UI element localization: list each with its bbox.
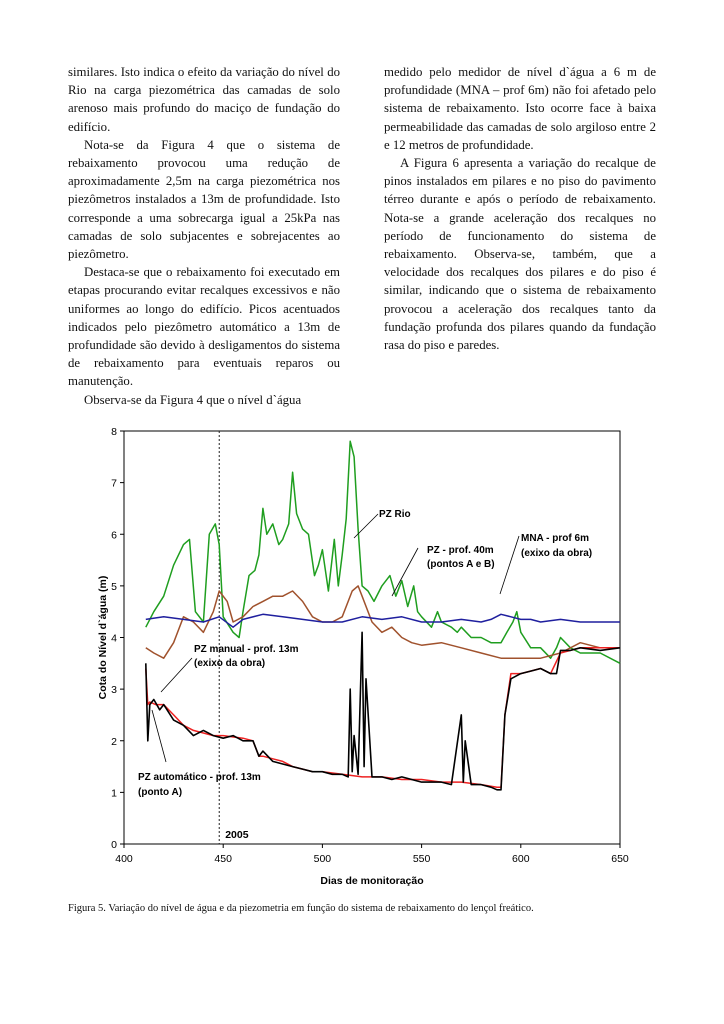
paragraph: Nota-se da Figura 4 que o sistema de rebaixamento provocou uma redução de aproximadamente 2,5m na carga piezométrica nos piezômetros instalados a 13m de profundidade. Isto corresponde a uma sobrecarga igual a 25kPa nas camadas de solo subjacentes e sobrejacentes ao piezômetro.: [68, 137, 340, 262]
annotation-label: PZ manual - prof. 13m: [194, 644, 299, 655]
y-tick-label: 7: [111, 477, 117, 490]
paragraph: Observa-se da Figura 4 que o nível d`água: [84, 392, 302, 407]
x-tick-label: 550: [412, 853, 431, 865]
text-column-right: [384, 63, 656, 354]
x-axis-label: Dias de monitoração: [320, 875, 424, 887]
annotation-label: (exixo da obra): [521, 548, 593, 559]
y-tick-label: 0: [111, 839, 117, 851]
annotation-label: PZ - prof. 40m: [427, 545, 494, 556]
annotation-label: PZ Rio: [379, 509, 411, 520]
y-tick-label: 1: [111, 787, 117, 800]
y-axis-label: Cota do Nível d`água (m): [97, 575, 109, 700]
x-tick-label: 400: [115, 853, 133, 865]
paragraph: Destaca-se que o rebaixamento foi executado em etapas procurando evitar recalques excessivos e não uniformes ao longo do edifício. Picos acentuados indicados pelo piezômetro automático a 13m de profundidade são devido à desligamentos do sistema de rebaixamento para eventuais reparos ou manutenção.: [68, 265, 340, 389]
text-column-left: [68, 63, 340, 409]
annotation-label: (ponto A): [138, 787, 183, 798]
figure-caption: Figura 5. Variação do nível de água e da piezometria em função do sistema de rebaixamento do lençol freático.: [68, 903, 534, 914]
annotation-label: (pontos A e B): [427, 559, 495, 570]
y-tick-label: 2: [111, 735, 117, 748]
y-tick-label: 6: [111, 529, 117, 542]
annotation-label: MNA - prof 6m: [521, 533, 589, 544]
chart-svg: [96, 420, 636, 895]
paragraph: A Figura 6 apresenta a variação do recalque de pinos instalados em pilares e no piso do pavimento térreo durante e após o período de rebaixamento. Nota-se a grande aceleração dos recalques no período de funcionamento do sistema de rebaixamento. Observa-se, também, que a velocidade dos recalques dos pilares e do piso é similar, indicando que o sistema de rebaixamento provocou a aceleração dos recalques tanto da fundação profunda dos pilares quando da fundação rasa do piso e paredes.: [384, 156, 656, 353]
annotation-label: (exixo da obra): [194, 658, 266, 669]
paragraph: medido pelo medidor de nível d`água a 6 m de profundidade (MNA – prof 6m) não foi afetado pelo sistema de rebaixamento. Isto ocorre face à baixa permeabilidade das camadas de solo argiloso entre 2 e 12 metros de profundidade.: [384, 65, 656, 152]
annotation-label: PZ automático - prof. 13m: [138, 772, 261, 783]
vertical-marker-label: 2005: [225, 829, 249, 841]
figure-chart: [96, 420, 636, 900]
y-tick-label: 8: [111, 426, 117, 438]
x-tick-label: 450: [214, 853, 232, 865]
paragraph: similares. Isto indica o efeito da variação do nível do Rio na carga piezométrica das camadas de solo arenoso mais profundo do maciço de fundação do edifício.: [68, 65, 340, 134]
y-tick-label: 4: [111, 632, 117, 645]
x-tick-label: 600: [512, 853, 530, 865]
x-tick-label: 650: [611, 853, 629, 865]
x-tick-label: 500: [313, 853, 332, 865]
y-tick-label: 3: [111, 684, 117, 697]
y-tick-label: 5: [111, 580, 117, 593]
